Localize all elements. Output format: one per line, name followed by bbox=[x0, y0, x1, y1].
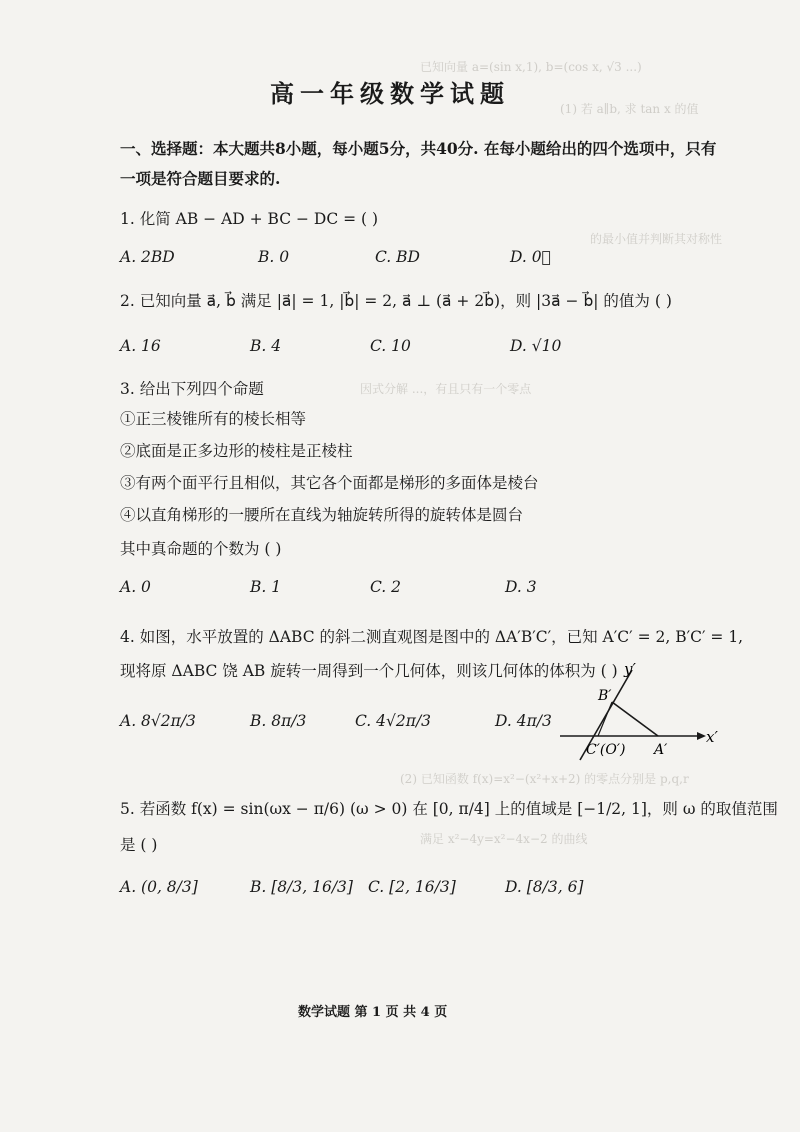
question-5-option-a: A. (0, 8/3] bbox=[120, 878, 198, 896]
question-4-option-b: B. 8π/3 bbox=[250, 712, 307, 730]
question-1-option-a: A. 2BD bbox=[120, 248, 175, 266]
figure-x-label: x′ bbox=[706, 728, 718, 746]
question-3-option-c: C. 2 bbox=[370, 578, 402, 596]
question-3-option-a: A. 0 bbox=[120, 578, 151, 596]
question-1-stem: 1. 化简 AB − AD + BC − DC = ( ) bbox=[120, 210, 379, 228]
question-1-option-c: C. BD bbox=[375, 248, 420, 266]
page-footer: 数学试题 第 1 页 共 4 页 bbox=[298, 1005, 448, 1020]
bleed-through-text: 的最小值并判断其对称性 bbox=[590, 232, 723, 246]
question-1-option-d: D. 0⃗ bbox=[510, 248, 551, 266]
question-3-item-2: ②底面是正多边形的棱柱是正棱柱 bbox=[120, 442, 353, 460]
figure-a-label: A′ bbox=[654, 742, 668, 758]
question-4-option-a: A. 8√2π/3 bbox=[120, 712, 196, 730]
bleed-through-text: 已知向量 a=(sin x,1), b=(cos x, √3 ...) bbox=[420, 60, 642, 74]
question-3-stem: 3. 给出下列四个命题 bbox=[120, 380, 264, 398]
figure-y-label: y′ bbox=[624, 660, 636, 678]
question-3-option-b: B. 1 bbox=[250, 578, 282, 596]
question-3-item-1: ①正三棱锥所有的棱长相等 bbox=[120, 410, 307, 428]
question-5-option-d: D. [8/3, 6] bbox=[505, 878, 584, 896]
question-2-option-d: D. √10 bbox=[510, 337, 562, 355]
figure-c-label: C′(O′) bbox=[586, 742, 626, 758]
oblique-projection-figure bbox=[560, 660, 720, 770]
segment-b-a bbox=[612, 702, 658, 736]
question-2-option-b: B. 4 bbox=[250, 337, 282, 355]
figure-b-label: B′ bbox=[598, 688, 612, 704]
question-5-option-c: C. [2, 16/3] bbox=[368, 878, 456, 896]
question-5-option-b: B. [8/3, 16/3] bbox=[250, 878, 353, 896]
question-5-line1: 5. 若函数 f(x) = sin(ωx − π/6) (ω > 0) 在 [0, π/4] 上的值域是 [−1/2, 1]，则 ω 的取值范围 bbox=[120, 800, 778, 818]
question-4-line2: 现将原 ΔABC 饶 AB 旋转一周得到一个几何体，则该几何体的体积为 ( ) bbox=[120, 662, 618, 680]
bleed-through-text: 因式分解 ...，有且只有一个零点 bbox=[360, 382, 532, 396]
question-3-option-d: D. 3 bbox=[505, 578, 537, 596]
bleed-through-text: 满足 x²−4y=x²−4x−2 的曲线 bbox=[420, 832, 588, 846]
bleed-through-text: (2) 已知函数 f(x)=x²−(x²+x+2) 的零点分别是 p,q,r bbox=[400, 772, 689, 786]
question-2-option-c: C. 10 bbox=[370, 337, 411, 355]
question-2-option-a: A. 16 bbox=[120, 337, 161, 355]
bleed-through-text: (1) 若 a∥b, 求 tan x 的值 bbox=[560, 102, 699, 116]
question-3-item-4: ④以直角梯形的一腰所在直线为轴旋转所得的旋转体是圆台 bbox=[120, 506, 524, 524]
question-4-line1: 4. 如图，水平放置的 ΔABC 的斜二测直观图是图中的 ΔA′B′C′，已知 A′C′ = 2, B′C′ = 1, bbox=[120, 628, 744, 646]
question-4-option-d: D. 4π/3 bbox=[495, 712, 552, 730]
question-5-line2: 是 ( ) bbox=[120, 836, 158, 854]
question-3-item-3: ③有两个面平行且相似，其它各个面都是梯形的多面体是棱台 bbox=[120, 474, 539, 492]
page-title: 高一年级数学试题 bbox=[270, 79, 510, 108]
section-header-line1: 一、选择题：本大题共8小题，每小题5分，共40分. 在每小题给出的四个选项中，只有 bbox=[120, 139, 717, 158]
question-4-option-c: C. 4√2π/3 bbox=[355, 712, 432, 730]
section-header-line2: 一项是符合题目要求的. bbox=[120, 169, 281, 188]
segment-b-c bbox=[598, 702, 612, 736]
question-1-option-b: B. 0 bbox=[258, 248, 290, 266]
question-2-stem: 2. 已知向量 a⃗, b⃗ 满足 |a⃗| = 1, |b⃗| = 2, a⃗ ⊥ (a⃗ + 2b⃗)，则 |3a⃗ − b⃗| 的值为 ( ) bbox=[120, 292, 672, 310]
question-3-ask: 其中真命题的个数为 ( ) bbox=[120, 540, 282, 558]
x-axis-arrow-icon bbox=[697, 732, 706, 740]
